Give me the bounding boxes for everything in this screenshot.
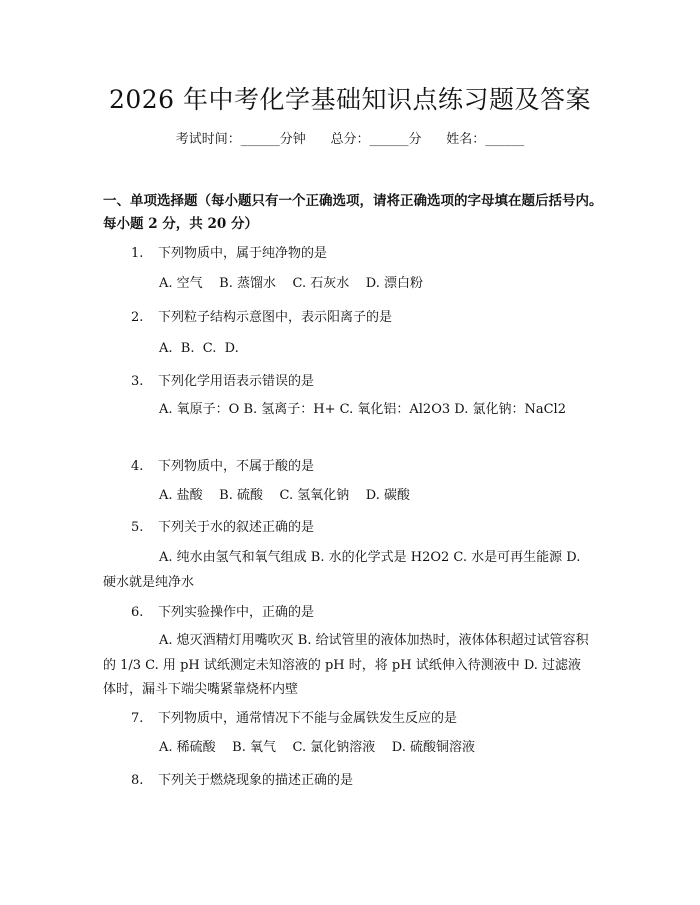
question-stem: 下列实验操作中，正确的是 bbox=[158, 605, 315, 620]
question-number: 6. bbox=[131, 605, 144, 620]
question-2 bbox=[131, 309, 392, 327]
question-number: 3. bbox=[131, 374, 144, 389]
question-stem: 下列物质中，通常情况下不能与金属铁发生反应的是 bbox=[158, 711, 458, 726]
question-5-options: A. 纯水由氢气和氧气组成 B. 水的化学式是 H2O2 C. 水是可再生能源 D. 硬水就是纯净水 bbox=[103, 550, 581, 590]
question-number: 2. bbox=[131, 310, 144, 325]
question-number: 5. bbox=[131, 520, 144, 535]
question-7-options: A. 稀硫酸 B. 氧气 C. 氯化钠溶液 D. 硫酸铜溶液 bbox=[159, 740, 476, 755]
question-1-options: A. 空气 B. 蒸馏水 C. 石灰水 D. 漂白粉 bbox=[159, 276, 424, 291]
exam-info-line: 考试时间：______分钟 总分：______分 姓名：______ bbox=[175, 132, 525, 147]
question-stem: 下列关于水的叙述正确的是 bbox=[158, 520, 315, 535]
question-number: 1. bbox=[131, 246, 144, 261]
question-stem: 下列物质中，不属于酸的是 bbox=[158, 459, 315, 474]
question-6-options: A. 熄灭酒精灯用嘴吹灭 B. 给试管里的液体加热时，液体体积超过试管容积的 1/3 C. 用 pH 试纸测定未知溶液的 pH 时，将 pH 试纸伸入待测液中 D. 过滤液体时，漏斗下端尖嘴紧靠烧杯内壁 bbox=[103, 633, 589, 697]
question-stem: 下列化学用语表示错误的是 bbox=[158, 374, 315, 389]
question-1 bbox=[131, 245, 327, 263]
question-stem: 下列物质中，属于纯净物的是 bbox=[158, 246, 328, 261]
section-heading: 一、单项选择题（每小题只有一个正确选项，请将正确选项的字母填在题后括号内。每小题 2 分，共 20 分） bbox=[103, 193, 603, 232]
question-3-options: A. 氧原子：O B. 氢离子：H+ C. 氧化铝：Al2O3 D. 氯化钠：NaCl2 bbox=[159, 402, 566, 417]
question-6 bbox=[131, 604, 314, 622]
question-stem: 下列关于燃烧现象的描述正确的是 bbox=[158, 773, 354, 788]
question-4-options: A. 盐酸 B. 硫酸 C. 氢氧化钠 D. 碳酸 bbox=[159, 488, 411, 503]
page-title: 2026 年中考化学基础知识点练习题及答案 bbox=[108, 85, 592, 114]
question-number: 8. bbox=[131, 773, 144, 788]
question-stem: 下列粒子结构示意图中，表示阳离子的是 bbox=[158, 310, 393, 325]
question-2-options: A. B. C. D. bbox=[159, 341, 239, 356]
question-5 bbox=[131, 519, 314, 537]
question-3 bbox=[131, 373, 314, 391]
question-number: 7. bbox=[131, 711, 144, 726]
question-8 bbox=[131, 772, 353, 790]
question-7 bbox=[131, 710, 457, 728]
question-4 bbox=[131, 458, 314, 476]
question-number: 4. bbox=[131, 459, 144, 474]
